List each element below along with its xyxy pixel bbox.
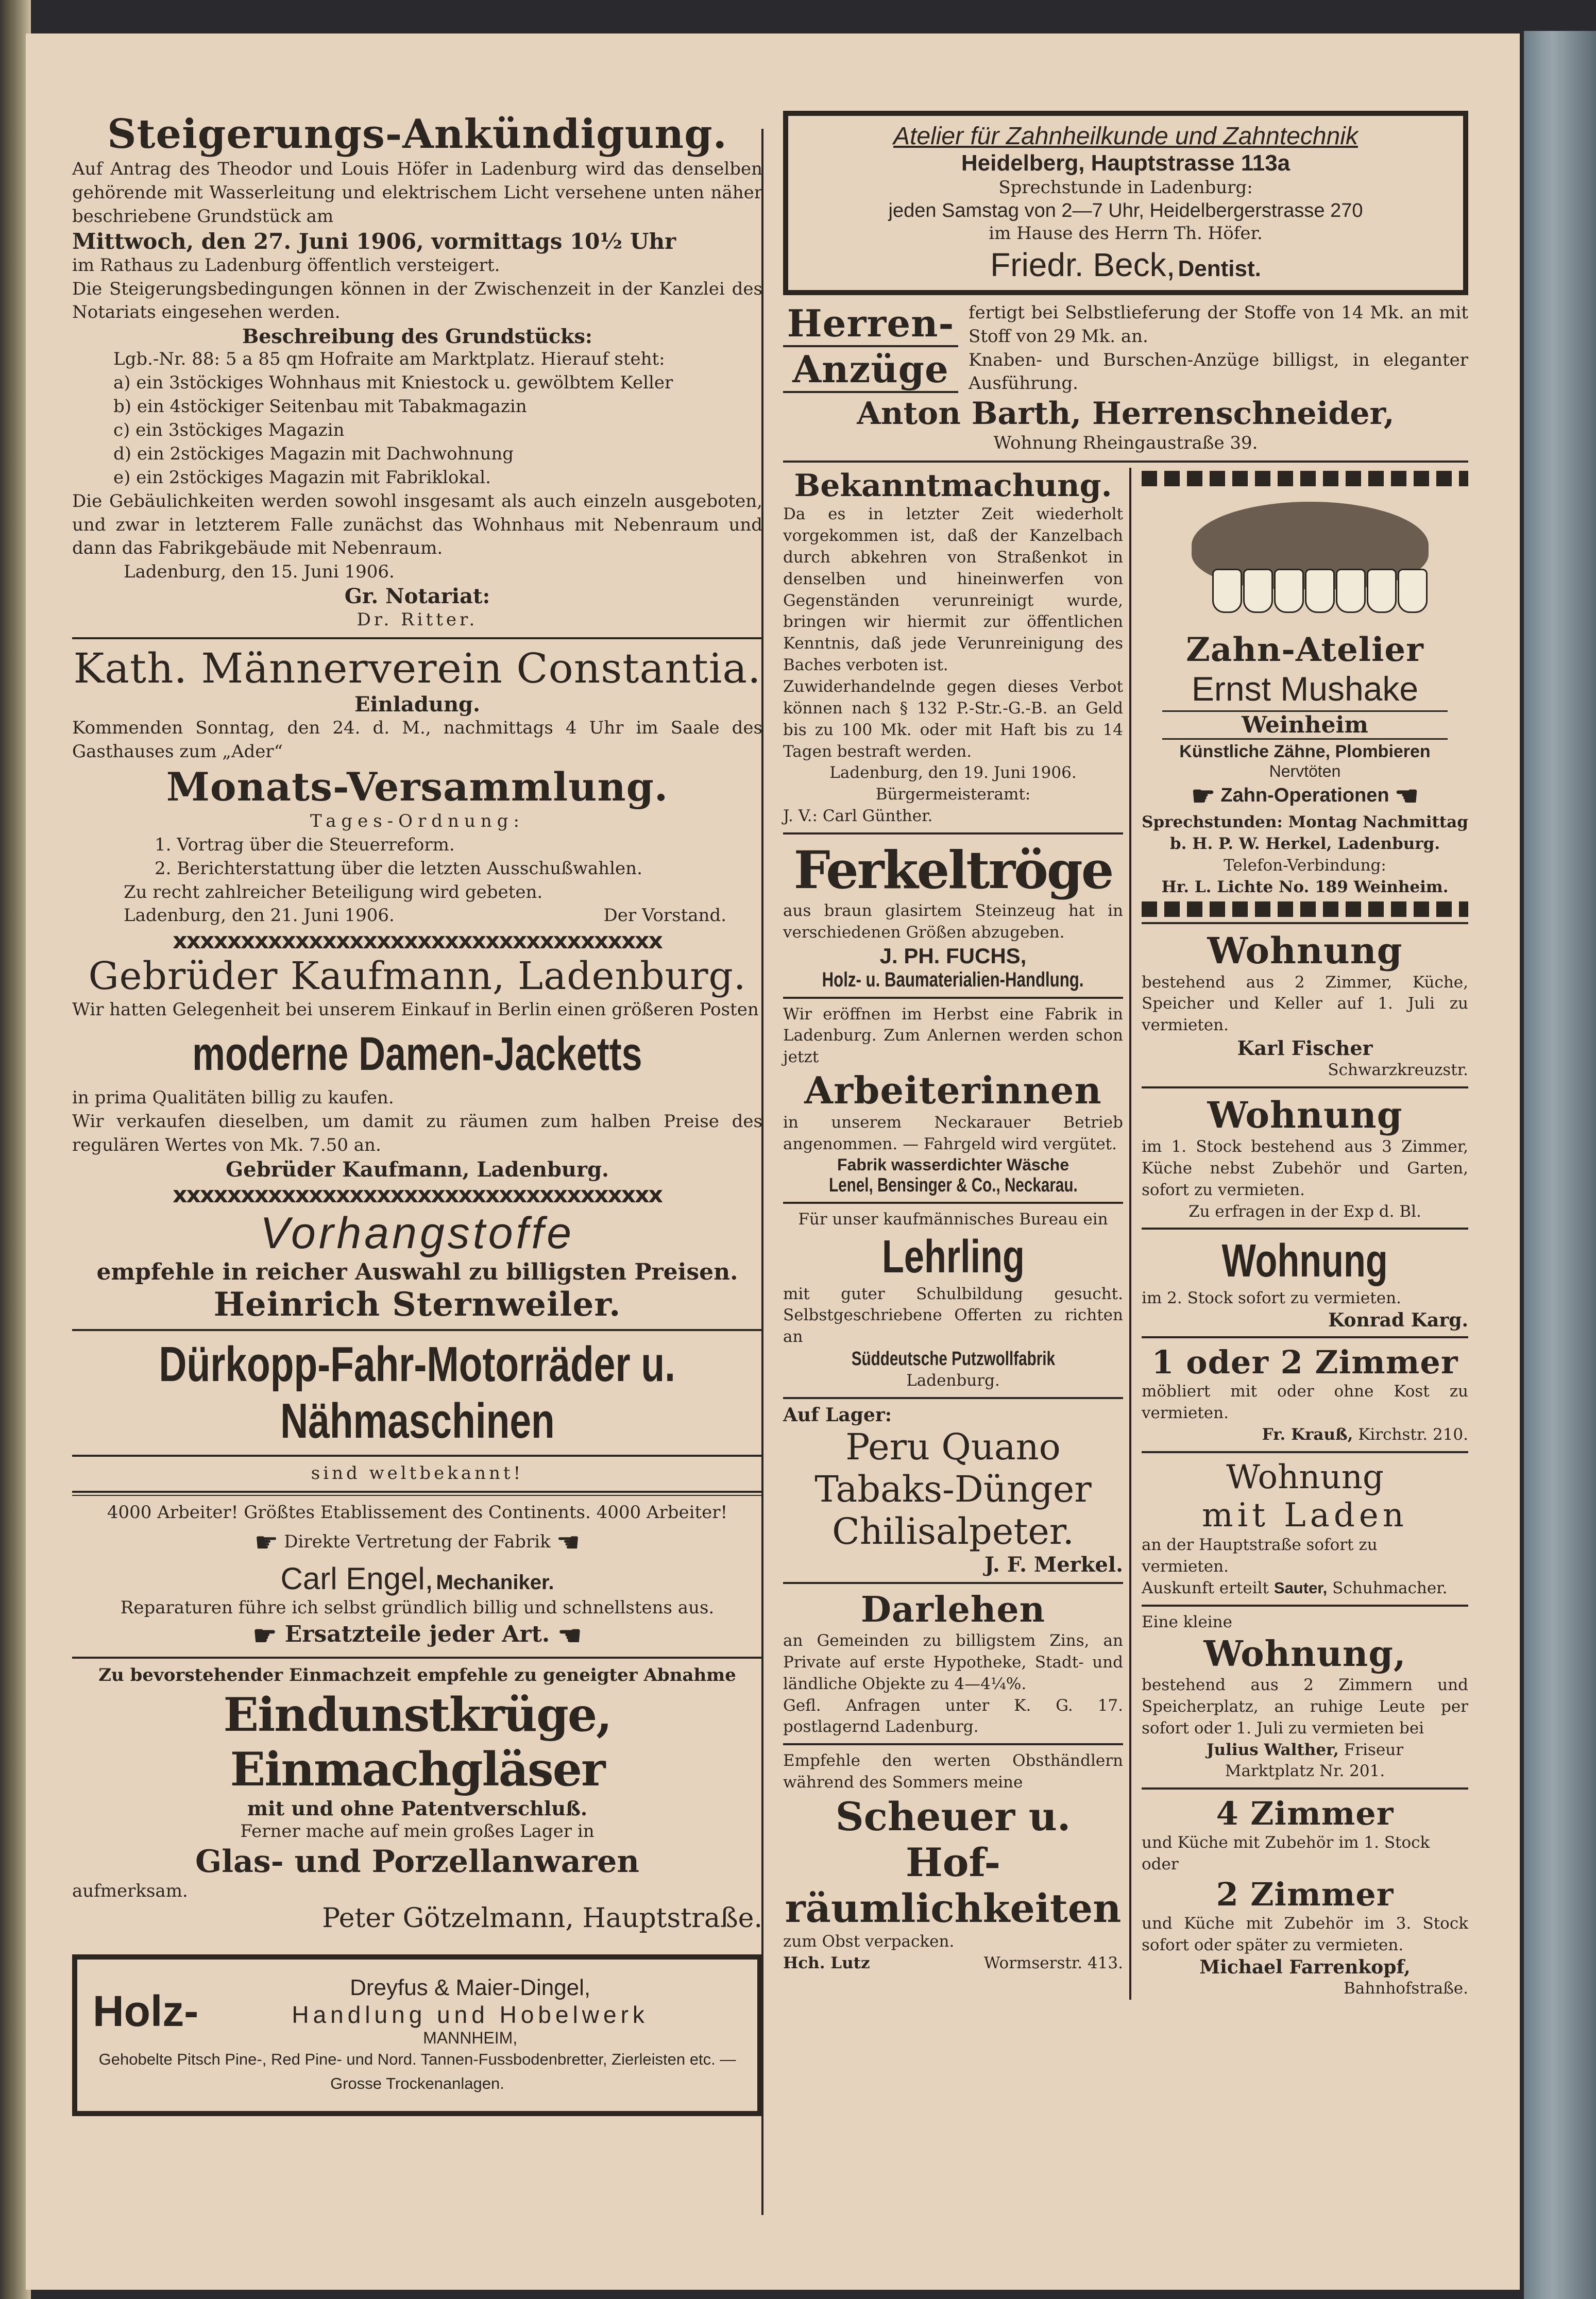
farrenkopf-text1: und Küche mit Zubehör im 1. Stock oder bbox=[1142, 1833, 1430, 1874]
verein-signer: Der Vorstand. bbox=[603, 905, 726, 926]
divider bbox=[783, 1397, 1123, 1399]
atelier-house: im Hause des Herrn Th. Höfer. bbox=[989, 223, 1263, 244]
verein-dateline: Ladenburg, den 21. Juni 1906. bbox=[124, 905, 395, 926]
farrenkopf-text2: und Küche mit Zubehör im 3. Stock sofort oder später zu vermieten. bbox=[1142, 1914, 1468, 1954]
divider bbox=[783, 461, 1468, 463]
ad-zimmer-krauss bbox=[1142, 1343, 1468, 1446]
steigerung-item: c) ein 3stöckiges Magazin bbox=[113, 420, 345, 441]
ad-merkel bbox=[783, 1404, 1123, 1577]
herren-w2: Anzüge bbox=[783, 347, 958, 393]
atelier-hours-intro: Sprechstunde in Ladenburg: bbox=[998, 177, 1253, 198]
steigerung-intro: Auf Antrag des Theodor und Louis Höfer in Ladenburg wird das denselben gehörende mit Wasserleitung und elektrischem Licht versehene unten näher beschriebene Grundstück am bbox=[72, 159, 762, 227]
herren-name: Anton Barth, Herrenschneider, bbox=[857, 396, 1395, 432]
duerkopp-rep: Direkte Vertretung der Fabrik bbox=[284, 1531, 551, 1552]
zimmer-text: möbliert mit oder ohne Kost zu vermieten. bbox=[1142, 1382, 1468, 1423]
ornament-border bbox=[1142, 901, 1468, 917]
bekannt-signer: J. V.: Carl Günther. bbox=[783, 807, 933, 826]
kaufmann-text2: in prima Qualitäten billig zu kaufen. bbox=[72, 1087, 394, 1109]
kaufmann-signer: Gebrüder Kaufmann, Ladenburg. bbox=[226, 1157, 609, 1182]
pointing-hand-icon: ☚ bbox=[557, 1620, 582, 1651]
arbeiterin-title: Arbeiterinnen bbox=[804, 1068, 1102, 1113]
divider bbox=[783, 997, 1123, 999]
newspaper-page bbox=[26, 33, 1520, 2290]
wohnung3-title: Wohnung bbox=[1221, 1235, 1388, 1287]
merkel-intro: Auf Lager: bbox=[783, 1404, 892, 1426]
steigerung-desc-title: Beschreibung des Grundstücks: bbox=[242, 325, 592, 348]
vorhang-title: Vorhangstoffe bbox=[260, 1208, 575, 1258]
dreyfus-text: Gehobelte Pitsch Pine-, Red Pine- und Nord. Tannen-Fussbodenbretter, Zierleisten etc. — Grosse Trockenanlagen. bbox=[98, 2050, 736, 2092]
right-column bbox=[783, 111, 1468, 2000]
merkel-signer: J. F. Merkel. bbox=[984, 1553, 1123, 1577]
lutz-addr: Wormserstr. 413. bbox=[983, 1953, 1123, 1972]
lehrling-firm: Süddeutsche Putzwollfabrik bbox=[851, 1348, 1055, 1370]
atelier-role: Dentist. bbox=[1178, 256, 1261, 281]
kleine-trade: Friseur bbox=[1344, 1740, 1404, 1759]
dreyfus-firm: Dreyfus & Maier-Dingel, bbox=[350, 1975, 591, 2001]
farrenkopf-name: Michael Farrenkopf, bbox=[1199, 1956, 1411, 1978]
ad-mushake bbox=[1142, 471, 1468, 916]
zimmer-addr: Kirchstr. 210. bbox=[1358, 1425, 1468, 1444]
kaufmann-product: moderne Damen-Jacketts bbox=[192, 1028, 642, 1081]
book-binding-edge bbox=[1524, 31, 1596, 2299]
kaufmann-text3: Wir verkaufen dieselben, um damit zu räumen zum halben Preise des regulären Wertes von Mk. 7.50 an. bbox=[72, 1111, 762, 1156]
verein-agenda-title: Tages-Ordnung: bbox=[310, 810, 524, 831]
atelier-address: Heidelberg, Hauptstrasse 113a bbox=[961, 150, 1291, 176]
ferkel-trade: Holz- u. Baumaterialien-Handlung. bbox=[822, 968, 1084, 991]
divider bbox=[1142, 1086, 1468, 1088]
arbeiterin-firm1: Fabrik wasserdichter Wäsche bbox=[837, 1155, 1069, 1174]
atelier-title: Atelier für Zahnheilkunde und Zahntechnik bbox=[893, 123, 1358, 150]
dreyfus-trade: Handlung und Hobelwerk bbox=[292, 2001, 649, 2029]
atelier-hours: jeden Samstag von 2—7 Uhr, Heidelbergerstrasse 270 bbox=[888, 199, 1363, 222]
darlehen-text: an Gemeinden zu billigstem Zins, an Private auf erste Hypotheke, Stadt- und ländliche Objekte zu 4—4¼%. bbox=[783, 1631, 1123, 1693]
duerkopp-title2: Nähmaschinen bbox=[280, 1393, 555, 1449]
mushake-name: Ernst Mushake bbox=[1191, 670, 1419, 708]
lehrling-intro: Für unser kaufmännisches Bureau ein bbox=[798, 1210, 1108, 1229]
ornament-x-row: xxxxxxxxxxxxxxxxxxxxxxxxxxxxxxxxxxxx bbox=[173, 928, 662, 955]
kleine-text: bestehend aus 2 Zimmern und Speicherplatz, an ruhige Leute per sofort oder 1. Juli zu vermieten bei bbox=[1142, 1676, 1468, 1738]
kleine-addr: Marktplatz Nr. 201. bbox=[1225, 1762, 1385, 1781]
verein-agenda-item: 2. Berichterstattung über die letzten Ausschußwahlen. bbox=[155, 858, 642, 879]
ornament-x-row: xxxxxxxxxxxxxxxxxxxxxxxxxxxxxxxxxxxx bbox=[173, 1181, 662, 1208]
ad-arbeiterinnen bbox=[783, 1004, 1123, 1197]
ad-wohnung-exp bbox=[1142, 1094, 1468, 1222]
merkel-l1: Peru Quano bbox=[845, 1426, 1061, 1469]
divider bbox=[783, 832, 1123, 835]
kleine-title: Wohnung, bbox=[1203, 1633, 1406, 1675]
ad-goetzelmann bbox=[72, 1664, 762, 1934]
divider bbox=[72, 1455, 762, 1457]
lehrling-text: mit guter Schulbildung gesucht. Selbstgeschriebene Offerten zu richten an bbox=[783, 1284, 1123, 1347]
bekannt-dateline: Ladenburg, den 19. Juni 1906. bbox=[829, 763, 1077, 782]
wohnung1-text: bestehend aus 2 Zimmer, Küche, Speicher und Keller auf 1. Juli zu vermieten. bbox=[1142, 973, 1468, 1035]
mushake-hours: Sprechstunden: Montag Nachmittag bbox=[1142, 813, 1468, 832]
steigerung-dateline: Ladenburg, den 15. Juni 1906. bbox=[124, 561, 395, 583]
lutz-text: zum Obst verpacken. bbox=[783, 1932, 955, 1951]
ad-maennerverein bbox=[72, 644, 762, 928]
ad-darlehen bbox=[783, 1589, 1123, 1738]
divider bbox=[72, 1657, 762, 1659]
vorhang-text: empfehle in reicher Auswahl zu billigsten Preisen. bbox=[96, 1258, 738, 1285]
ferkel-title: Ferkeltröge bbox=[793, 839, 1113, 900]
ad-bekanntmachung bbox=[783, 468, 1123, 827]
verein-meeting: Monats-Versammlung. bbox=[166, 763, 669, 810]
laden-trade: Schuhmacher. bbox=[1332, 1579, 1448, 1598]
kleine-intro: Eine kleine bbox=[1142, 1613, 1232, 1632]
ornament-border bbox=[1142, 471, 1468, 486]
ferkel-firm: J. PH. FUCHS, bbox=[879, 943, 1027, 968]
divider bbox=[1142, 1787, 1468, 1790]
herren-t2: Knaben- und Burschen-Anzüge billigst, in eleganter Ausführung. bbox=[969, 349, 1468, 394]
duerkopp-name: Carl Engel, bbox=[280, 1561, 434, 1596]
steigerung-sign-title: Gr. Notariat: bbox=[344, 584, 490, 609]
divider bbox=[1142, 1228, 1468, 1230]
laden-info: Auskunft erteilt bbox=[1142, 1579, 1269, 1598]
mushake-title: Zahn-Atelier bbox=[1186, 631, 1424, 670]
bekannt-office: Bürgermeisteramt: bbox=[875, 785, 1031, 804]
pointing-hand-icon: ☚ bbox=[556, 1527, 581, 1558]
kaufmann-text1: Wir hatten Gelegenheit bei unserem Einkauf in Berlin einen größeren Posten bbox=[72, 999, 759, 1020]
ad-kaufmann bbox=[72, 928, 762, 1208]
divider bbox=[1142, 922, 1468, 924]
ad-wohnung-fischer bbox=[1142, 929, 1468, 1081]
pointing-hand-icon: ☚ bbox=[1395, 781, 1419, 812]
lutz-intro: Empfehle den werten Obsthändlern während des Sommers meine bbox=[783, 1751, 1123, 1792]
divider bbox=[1142, 1451, 1468, 1453]
mushake-nerv: Nervtöten bbox=[1269, 762, 1341, 781]
mushake-tel2: Hr. L. Lichte No. 189 Weinheim. bbox=[1161, 877, 1449, 896]
duerkopp-world: sind weltbekannt! bbox=[311, 1462, 524, 1484]
ad-dreyfus bbox=[72, 1954, 762, 2116]
divider bbox=[783, 1743, 1123, 1745]
ad-steigerung bbox=[72, 111, 762, 632]
pointing-hand-icon: ☛ bbox=[1191, 781, 1215, 812]
goetzelmann-attn: aufmerksam. bbox=[72, 1880, 188, 1901]
divider bbox=[72, 1329, 762, 1331]
darlehen-offer: Gefl. Anfragen unter K. G. 17. postlagernd Ladenburg. bbox=[783, 1696, 1123, 1736]
ad-farrenkopf bbox=[1142, 1795, 1468, 1999]
herren-w1: Herren- bbox=[783, 301, 958, 347]
darlehen-title: Darlehen bbox=[860, 1589, 1046, 1631]
herren-t1: fertigt bei Selbstlieferung der Stoffe von 14 Mk. an mit Stoff von 29 Mk. an. bbox=[969, 302, 1468, 347]
bekannt-text2: Zuwiderhandelnde gegen dieses Verbot können nach § 132 P.-Str.-G.-B. an Geld bis zu 100 Mk. oder mit Haft bis zu 14 Tagen bestraft werden. bbox=[783, 677, 1123, 761]
laden-t2: mit Laden bbox=[1202, 1496, 1408, 1535]
wohnung1-title: Wohnung bbox=[1207, 929, 1403, 972]
steigerung-note: Die Gebäulichkeiten werden sowohl insgesamt als auch einzeln ausgeboten, und zwar in letzterem Falle zunächst das Wohnhaus mit Nebenraum und dann das Fabrikgebäude mit Nebenraum. bbox=[72, 490, 762, 559]
steigerung-item: a) ein 3stöckiges Wohnhaus mit Kniestock u. gewölbtem Keller bbox=[113, 372, 673, 394]
duerkopp-parts: Ersatzteile jeder Art. bbox=[284, 1621, 550, 1647]
duerkopp-title1: Dürkopp-Fahr-Motorräder u. bbox=[159, 1336, 676, 1392]
wohnung1-name: Karl Fischer bbox=[1237, 1036, 1373, 1060]
steigerung-sign-name: Dr. Ritter. bbox=[356, 609, 478, 631]
verein-sub: Einladung. bbox=[354, 692, 480, 717]
verein-title: Kath. Männerverein Constantia. bbox=[73, 644, 761, 693]
kaufmann-title: Gebrüder Kaufmann, Ladenburg. bbox=[88, 954, 746, 999]
wohnung1-addr: Schwarzkreuzstr. bbox=[1328, 1061, 1468, 1080]
bekannt-text: Da es in letzter Zeit wiederholt vorgekommen ist, daß der Kanzelbach durch abkehren von Straßenkot in denselben und hineinwerfen von Gegenständen verunreinigt wurde, bringen wir hiermit zur öffentlichen Kenntnis, daß jede Verunreinigung des Baches verboten ist. bbox=[783, 505, 1123, 675]
goetzelmann-text: Ferner mache auf mein großes Lager in bbox=[240, 1820, 595, 1842]
herren-addr: Wohnung Rheingaustraße 39. bbox=[993, 433, 1258, 454]
zimmer-name: Fr. Krauß, bbox=[1262, 1425, 1353, 1444]
ad-lutz bbox=[783, 1750, 1123, 1974]
steigerung-date: Mittwoch, den 27. Juni 1906, vormittags 10½ Uhr bbox=[72, 228, 676, 254]
verein-appeal: Zu recht zahlreicher Beteiligung wird gebeten. bbox=[124, 881, 543, 902]
atelier-name: Friedr. Beck, bbox=[990, 246, 1176, 283]
ad-wohnung-walther bbox=[1142, 1612, 1468, 1782]
ad-atelier-beck bbox=[783, 111, 1468, 295]
farrenkopf-addr: Bahnhofstraße. bbox=[1344, 1979, 1468, 1998]
divider bbox=[72, 1491, 762, 1496]
lehrling-city: Ladenburg. bbox=[906, 1371, 1000, 1390]
goetzelmann-wares: Glas- und Porzellanwaren bbox=[195, 1843, 639, 1880]
mushake-tel: Telefon-Verbindung: bbox=[1224, 856, 1386, 875]
steigerung-item: b) ein 4stöckiger Seitenbau mit Tabakmagazin bbox=[113, 396, 527, 417]
divider bbox=[783, 1202, 1123, 1204]
kleine-name: Julius Walther, bbox=[1206, 1740, 1339, 1759]
bekannt-title: Bekanntmachung. bbox=[794, 468, 1112, 504]
ad-vorhang bbox=[72, 1208, 762, 1324]
steigerung-lot: Lgb.-Nr. 88: 5 a 85 qm Hofraite am Marktplatz. Hierauf steht: bbox=[113, 349, 665, 370]
wohnung2-title: Wohnung bbox=[1207, 1093, 1403, 1136]
mushake-city: Weinheim bbox=[1162, 710, 1448, 740]
goetzelmann-title: Eindunstkrüge, Einmachgläser bbox=[223, 1687, 612, 1797]
ad-lehrling bbox=[783, 1209, 1123, 1392]
arbeiterin-firm2: Lenel, Bensinger & Co., Neckarau. bbox=[828, 1174, 1078, 1196]
steigerung-title: Steigerungs-Ankündigung. bbox=[107, 111, 727, 158]
farrenkopf-t2: 2 Zimmer bbox=[1216, 1876, 1394, 1914]
wohnung2-text: im 1. Stock bestehend aus 3 Zimmer, Küche nebst Zubehör und Garten, sofort zu vermieten. bbox=[1142, 1137, 1468, 1199]
arbeiterin-intro: Wir eröffnen im Herbst eine Fabrik in Ladenburg. Zum Anlernen werden schon jetzt bbox=[783, 1004, 1123, 1067]
goetzelmann-line1: Zu bevorstehender Einmachzeit empfehle zu geneigter Abnahme bbox=[98, 1664, 736, 1685]
goetzelmann-sub: mit und ohne Patentverschluß. bbox=[247, 1796, 588, 1820]
steigerung-place: im Rathaus zu Ladenburg öffentlich versteigert. bbox=[72, 254, 500, 276]
farrenkopf-t1: 4 Zimmer bbox=[1216, 1795, 1394, 1833]
ad-duerkopp bbox=[72, 1336, 762, 1651]
dreyfus-holz: Holz- bbox=[93, 1987, 199, 2036]
laden-text: an der Hauptstraße sofort zu vermieten. bbox=[1142, 1535, 1378, 1576]
ad-herren bbox=[783, 301, 1468, 455]
merkel-l3: Chilisalpeter. bbox=[832, 1510, 1074, 1553]
laden-t1: Wohnung bbox=[1226, 1458, 1384, 1496]
pointing-hand-icon: ☛ bbox=[254, 1527, 279, 1558]
lutz-signer: Hch. Lutz bbox=[783, 1953, 870, 1972]
ad-ferkeltroege bbox=[783, 840, 1123, 992]
mushake-ops: Zahn-Operationen bbox=[1220, 785, 1389, 807]
ferkel-text: aus braun glasirtem Steinzeug hat in verschiedenen Größen abzugeben. bbox=[783, 901, 1123, 942]
lehrling-title: Lehrling bbox=[881, 1231, 1025, 1283]
pointing-hand-icon: ☛ bbox=[252, 1620, 277, 1651]
divider bbox=[783, 1582, 1123, 1584]
lutz-title2: räumlichkeiten bbox=[785, 1885, 1122, 1931]
laden-name: Sauter, bbox=[1274, 1579, 1328, 1597]
duerkopp-workers: 4000 Arbeiter! Größtes Etablissement des Continents. 4000 Arbeiter! bbox=[107, 1502, 728, 1523]
wohnung3-name: Konrad Karg. bbox=[1328, 1309, 1468, 1332]
lutz-title1: Scheuer u. Hof- bbox=[835, 1793, 1071, 1885]
merkel-l2: Tabaks-Dünger bbox=[814, 1468, 1092, 1511]
divider bbox=[1142, 1336, 1468, 1338]
dentures-illustration bbox=[1171, 491, 1439, 625]
goetzelmann-signer: Peter Götzelmann, Hauptstraße. bbox=[322, 1903, 762, 1934]
steigerung-conditions: Die Steigerungsbedingungen können in der Zwischenzeit in der Kanzlei des Notariats eingesehen werden. bbox=[72, 278, 762, 323]
zimmer-title: 1 oder 2 Zimmer bbox=[1151, 1343, 1458, 1382]
mushake-place: b. H. P. W. Herkel, Ladenburg. bbox=[1169, 835, 1440, 854]
ad-wohnung-karg bbox=[1142, 1235, 1468, 1331]
divider bbox=[72, 637, 762, 639]
arbeiterin-text: in unserem Neckarauer Betrieb angenommen. — Fahrgeld wird vergütet. bbox=[783, 1113, 1123, 1153]
duerkopp-repairs: Reparaturen führe ich selbst gründlich billig und schnellstens aus. bbox=[120, 1597, 715, 1618]
verein-text: Kommenden Sonntag, den 24. d. M., nachmittags 4 Uhr im Saale des Gasthauses zum „Ader“ bbox=[72, 718, 762, 762]
steigerung-item: d) ein 2stöckiges Magazin mit Dachwohnung bbox=[113, 443, 514, 464]
ad-laden-sauter bbox=[1142, 1458, 1468, 1600]
wohnung2-ask: Zu erfragen in der Exp d. Bl. bbox=[1188, 1202, 1421, 1221]
mushake-services: Künstliche Zähne, Plombieren bbox=[1179, 742, 1431, 762]
dreyfus-city: MANNHEIM, bbox=[423, 2029, 518, 2048]
duerkopp-trade: Mechaniker. bbox=[436, 1571, 554, 1594]
verein-agenda-item: 1. Vortrag über die Steuerreform. bbox=[155, 834, 455, 855]
divider bbox=[1142, 1605, 1468, 1607]
steigerung-item: e) ein 2stöckiges Magazin mit Fabriklokal. bbox=[113, 467, 491, 488]
wohnung3-text: im 2. Stock sofort zu vermieten. bbox=[1142, 1289, 1401, 1308]
left-column bbox=[72, 111, 762, 2116]
vorhang-signer: Heinrich Sternweiler. bbox=[213, 1285, 621, 1324]
